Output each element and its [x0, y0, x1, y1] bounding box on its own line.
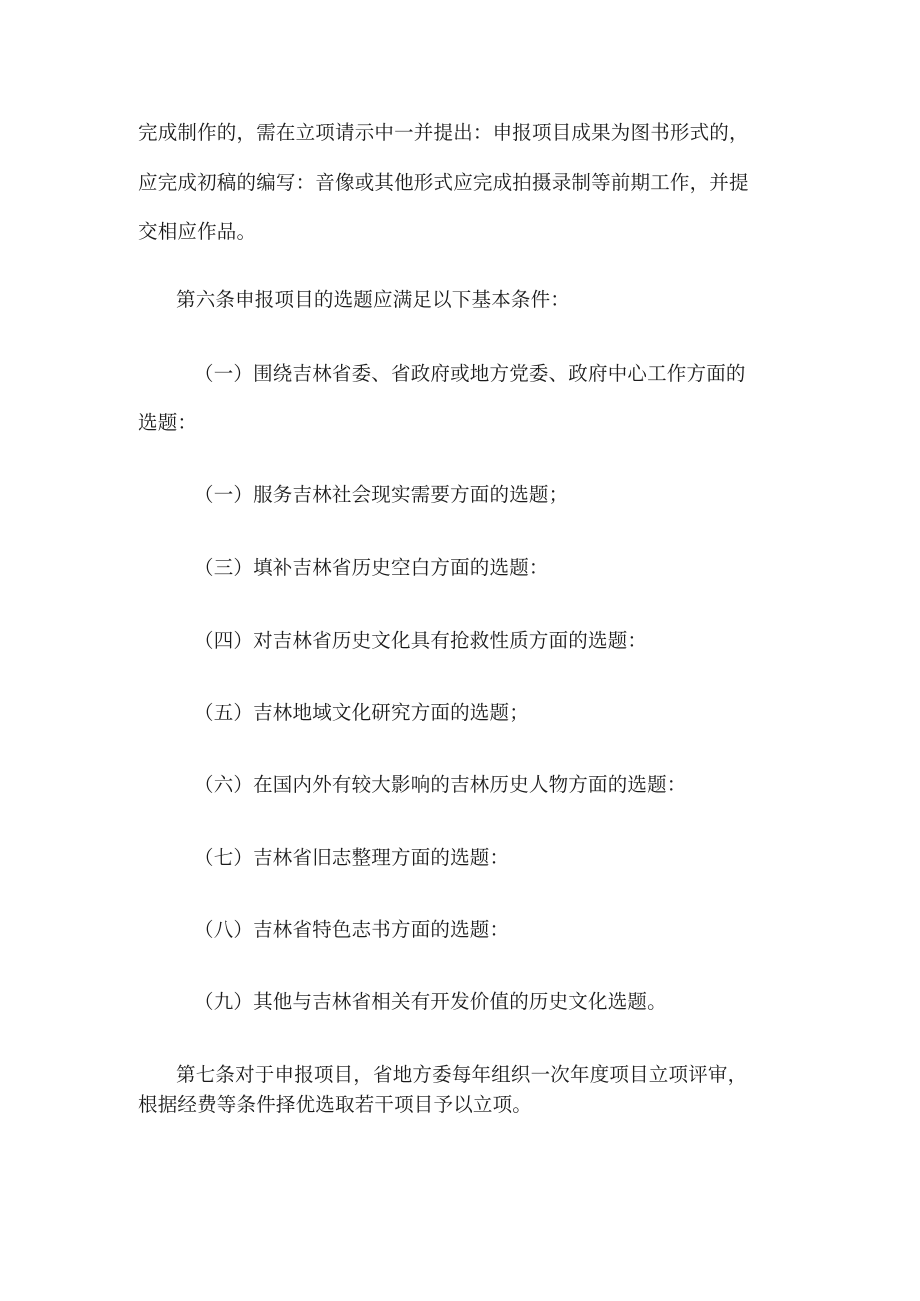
article-7-line-1: 第七条对于申报项目，省地方委每年组织一次年度项目立项评审，	[176, 1063, 748, 1086]
article-6-item-9: （九）其他与吉林省相关有开发价值的历史文化选题。	[194, 990, 667, 1013]
article-6-item-1-line-1: （一）围绕吉林省委、省政府或地方党委、政府中心工作方面的	[194, 362, 746, 385]
article-6-item-1-line-2: 选题：	[138, 411, 198, 434]
article-6-item-2: （一）服务吉林社会现实需要方面的选题；	[194, 483, 569, 506]
article-6-item-6: （六）在国内外有较大影响的吉林历史人物方面的选题：	[194, 773, 687, 796]
article-6-item-4: （四）对吉林省历史文化具有抢救性质方面的选题：	[194, 629, 648, 652]
paragraph-1-line-3: 交相应作品。	[138, 220, 257, 243]
paragraph-1-line-2: 应完成初稿的编写：音像或其他形式应完成拍摄录制等前期工作，并提	[138, 171, 749, 194]
article-6-item-3: （三）填补吉林省历史空白方面的选题：	[194, 556, 549, 579]
article-6-item-7: （七）吉林省旧志整理方面的选题：	[194, 846, 510, 869]
article-6-heading: 第六条申报项目的选题应满足以下基本条件：	[176, 288, 571, 311]
article-6-item-5: （五）吉林地域文化研究方面的选题；	[194, 701, 529, 724]
paragraph-1-line-1: 完成制作的，需在立项请示中一并提出：申报项目成果为图书形式的，	[138, 121, 749, 144]
article-6-item-8: （八）吉林省特色志书方面的选题：	[194, 918, 510, 941]
article-7-line-2: 根据经费等条件择优选取若干项目予以立项。	[138, 1093, 533, 1116]
